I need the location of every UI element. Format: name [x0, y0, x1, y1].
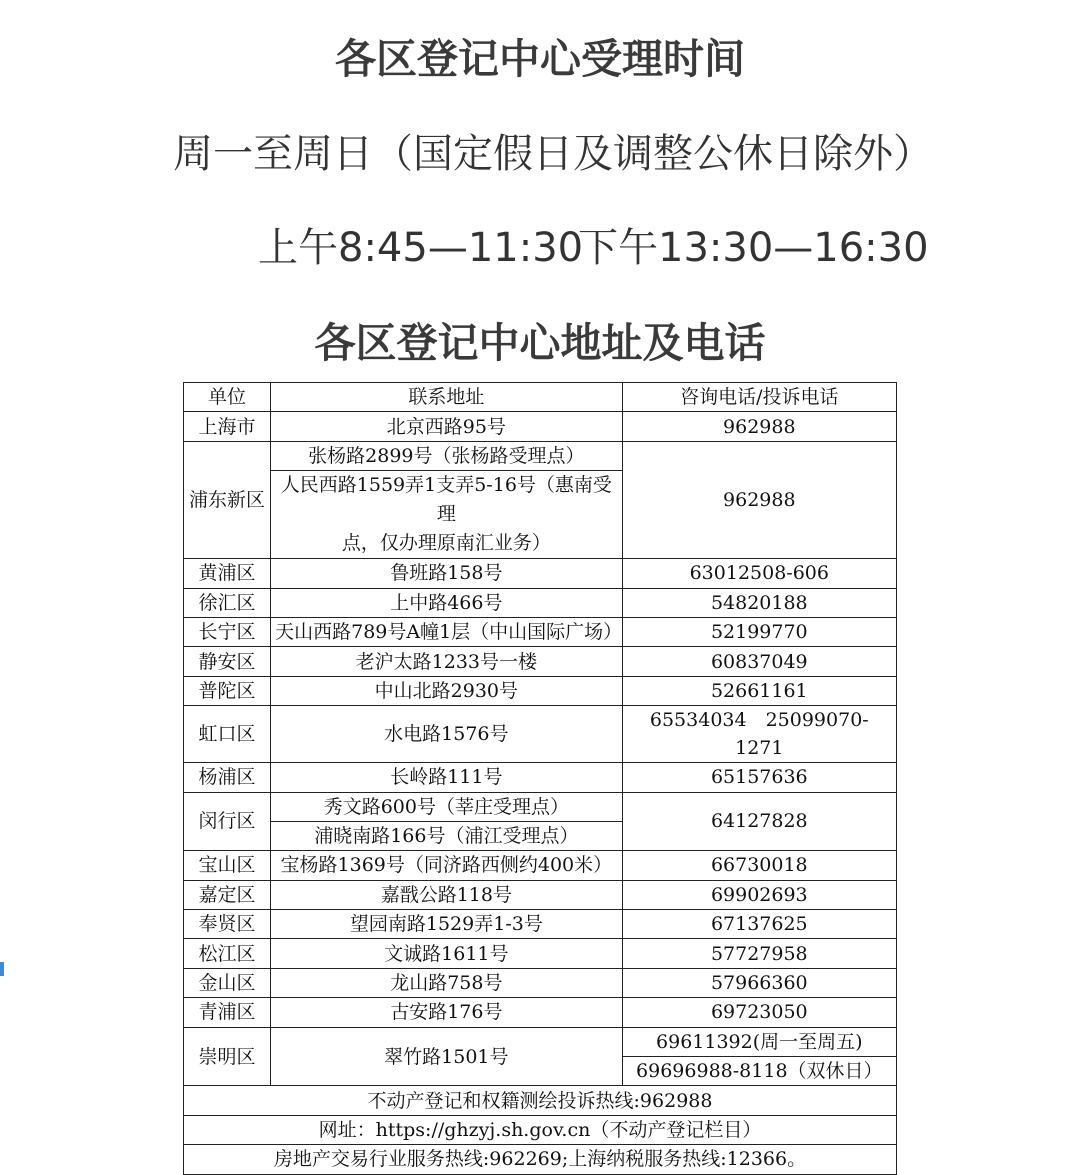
table-row [184, 412, 897, 441]
address-cell: 翠竹路1501号 [271, 1027, 622, 1086]
address-line: 人民西路1559弄1支弄5-16号（惠南受理 [280, 474, 612, 526]
afternoon-hours-text: 下午13:30—16:30 [578, 225, 929, 271]
unit-cell: 奉贤区 [184, 910, 271, 939]
phone-cell: 65534034 25099070-1271 [622, 706, 896, 763]
header-address: 联系地址 [271, 383, 622, 412]
phone-cell: 962988 [622, 441, 896, 558]
table-header-row [184, 383, 897, 412]
address-cell: 浦晓南路166号（浦江受理点） [271, 821, 622, 850]
address-cell: 龙山路758号 [271, 968, 622, 997]
table-row [184, 559, 897, 588]
address-cell: 宝杨路1369号（同济路西侧约400米） [271, 851, 622, 880]
address-line: 点，仅办理原南汇业务） [341, 532, 551, 555]
phone-cell: 52199770 [622, 617, 896, 646]
table-row [184, 706, 897, 763]
unit-cell: 崇明区 [184, 1027, 271, 1086]
address-cell: 中山北路2930号 [271, 676, 622, 705]
address-cell: 鲁班路158号 [271, 559, 622, 588]
unit-cell: 长宁区 [184, 617, 271, 646]
address-cell: 老沪太路1233号一楼 [271, 647, 622, 676]
unit-cell: 徐汇区 [184, 588, 271, 617]
table-row [184, 1027, 897, 1056]
morning-hours-text: 上午8:45—11:30 [258, 225, 584, 271]
address-cell: 嘉戬公路118号 [271, 880, 622, 909]
unit-cell: 静安区 [184, 647, 271, 676]
address-cell: 北京西路95号 [271, 412, 622, 441]
table-row [184, 763, 897, 792]
registration-centers-table [183, 382, 897, 1175]
unit-cell: 青浦区 [184, 998, 271, 1027]
header-phone: 咨询电话/投诉电话 [622, 383, 896, 412]
phone-cell: 67137625 [622, 910, 896, 939]
address-cell: 上中路466号 [271, 588, 622, 617]
phone-cell: 66730018 [622, 851, 896, 880]
phone-cell: 69902693 [622, 880, 896, 909]
table-row [184, 851, 897, 880]
address-cell: 望园南路1529弄1-3号 [271, 910, 622, 939]
unit-cell: 黄浦区 [184, 559, 271, 588]
phone-cell: 64127828 [622, 792, 896, 851]
table-row [184, 968, 897, 997]
unit-cell: 普陀区 [184, 676, 271, 705]
business-days-text: 周一至周日（国定假日及调整公休日除外） [173, 131, 933, 177]
unit-cell: 松江区 [184, 939, 271, 968]
unit-cell: 虹口区 [184, 706, 271, 763]
phone-cell: 962988 [622, 412, 896, 441]
phone-cell: 54820188 [622, 588, 896, 617]
unit-cell: 闵行区 [184, 792, 271, 851]
phone-cell: 60837049 [622, 647, 896, 676]
edge-scroll-marker [0, 962, 4, 976]
address-cell: 古安路176号 [271, 998, 622, 1027]
phone-cell: 57966360 [622, 968, 896, 997]
phone-cell: 69696988-8118（双休日） [622, 1057, 896, 1086]
unit-cell: 杨浦区 [184, 763, 271, 792]
address-cell [271, 471, 622, 559]
phone-cell: 63012508-606 [622, 559, 896, 588]
header-unit: 单位 [184, 383, 271, 412]
unit-cell: 嘉定区 [184, 880, 271, 909]
service-hotlines: 房地产交易行业服务热线:962269;上海纳税服务热线:12366。 [184, 1145, 897, 1174]
table-row [184, 617, 897, 646]
footer-row [184, 1145, 897, 1174]
table-row [184, 998, 897, 1027]
complaint-hotline: 不动产登记和权籍测绘投诉热线:962988 [184, 1086, 897, 1115]
table-row [184, 880, 897, 909]
table-row [184, 910, 897, 939]
footer-row [184, 1115, 897, 1144]
address-cell: 天山西路789号A幢1层（中山国际广场） [271, 617, 622, 646]
table-row [184, 939, 897, 968]
address-cell: 秀文路600号（莘庄受理点） [271, 792, 622, 821]
unit-cell: 浦东新区 [184, 441, 271, 558]
table-row [184, 676, 897, 705]
address-cell: 张杨路2899号（张杨路受理点） [271, 441, 622, 470]
phone-cell: 52661161 [622, 676, 896, 705]
address-cell: 长岭路111号 [271, 763, 622, 792]
phone-cell: 57727958 [622, 939, 896, 968]
address-section-title: 各区登记中心地址及电话 [314, 319, 766, 367]
address-cell: 文诚路1611号 [271, 939, 622, 968]
footer-row [184, 1086, 897, 1115]
unit-cell: 金山区 [184, 968, 271, 997]
hours-section-title: 各区登记中心受理时间 [335, 35, 745, 83]
table-row [184, 792, 897, 821]
website-info: 网址：https://ghzyj.sh.gov.cn（不动产登记栏目） [184, 1115, 897, 1144]
phone-cell: 69723050 [622, 998, 896, 1027]
table-row [184, 441, 897, 470]
unit-cell: 上海市 [184, 412, 271, 441]
unit-cell: 宝山区 [184, 851, 271, 880]
address-cell: 水电路1576号 [271, 706, 622, 763]
phone-cell: 69611392(周一至周五) [622, 1027, 896, 1056]
table-row [184, 647, 897, 676]
phone-cell: 65157636 [622, 763, 896, 792]
table-row [184, 588, 897, 617]
